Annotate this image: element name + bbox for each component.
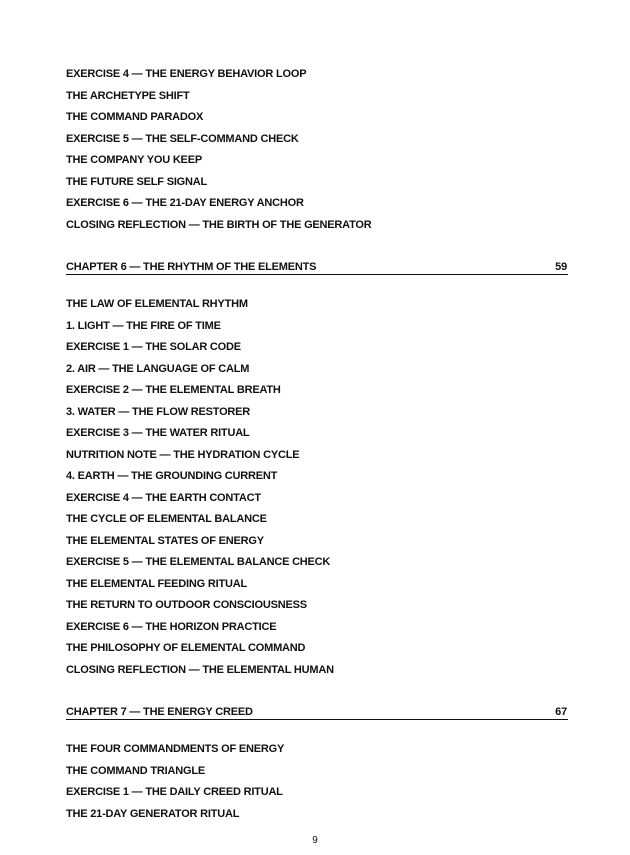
toc-entry[interactable]: EXERCISE 5 — THE ELEMENTAL BALANCE CHECK [66, 556, 331, 568]
toc-entry[interactable]: THE COMMAND TRIANGLE [66, 764, 205, 777]
spacer [66, 275, 568, 294]
chapter-page-number: 59 [555, 261, 567, 273]
toc-entry[interactable]: THE FOUR COMMANDMENTS OF ENERGY [66, 743, 285, 755]
toc-entry[interactable]: THE COMMAND PARADOX [66, 111, 204, 123]
chapter-title: CHAPTER 6 — THE RHYTHM OF THE ELEMENTS [66, 261, 317, 273]
toc-entry[interactable]: EXERCISE 3 — THE WATER RITUAL [66, 427, 250, 439]
toc-entry[interactable]: CLOSING REFLECTION — THE BIRTH OF THE GENERATOR [66, 218, 372, 231]
toc-section-continued [66, 64, 568, 236]
toc-entry[interactable]: THE ELEMENTAL FEEDING RITUAL [66, 577, 247, 590]
spacer [66, 681, 568, 704]
toc-entry[interactable]: EXERCISE 1 — THE SOLAR CODE [66, 341, 241, 353]
toc-entry[interactable]: 1. LIGHT — THE FIRE OF TIME [66, 319, 221, 332]
toc-entry[interactable]: EXERCISE 2 — THE ELEMENTAL BREATH [66, 384, 281, 396]
chapter-heading-7[interactable] [66, 704, 568, 720]
page-number: 9 [312, 835, 318, 846]
toc-entry[interactable]: EXERCISE 1 — THE DAILY CREED RITUAL [66, 786, 283, 798]
toc-entry[interactable]: THE LAW OF ELEMENTAL RHYTHM [66, 298, 248, 310]
toc-entry[interactable]: EXERCISE 4 — THE EARTH CONTACT [66, 491, 261, 504]
spacer [66, 236, 568, 259]
toc-entry[interactable]: EXERCISE 6 — THE 21-DAY ENERGY ANCHOR [66, 197, 304, 209]
toc-entry[interactable]: EXERCISE 6 — THE HORIZON PRACTICE [66, 620, 277, 633]
toc-entry[interactable]: THE PHILOSOPHY OF ELEMENTAL COMMAND [66, 642, 306, 654]
toc-entry[interactable]: EXERCISE 4 — THE ENERGY BEHAVIOR LOOP [66, 68, 307, 80]
toc-entry[interactable]: THE RETURN TO OUTDOOR CONSCIOUSNESS [66, 599, 307, 611]
spacer [66, 720, 568, 739]
toc-entry[interactable]: THE CYCLE OF ELEMENTAL BALANCE [66, 513, 267, 525]
chapter-page-number: 67 [555, 706, 567, 718]
toc-section-chapter-7 [66, 739, 568, 825]
toc-entry[interactable]: NUTRITION NOTE — THE HYDRATION CYCLE [66, 448, 300, 461]
chapter-title: CHAPTER 7 — THE ENERGY CREED [66, 706, 253, 718]
toc-entry[interactable]: THE COMPANY YOU KEEP [66, 154, 202, 166]
toc-entry[interactable]: 3. WATER — THE FLOW RESTORER [66, 405, 251, 418]
toc-entry[interactable]: THE FUTURE SELF SIGNAL [66, 175, 208, 188]
toc-entry[interactable]: THE ARCHETYPE SHIFT [66, 89, 190, 102]
toc-section-chapter-6 [66, 294, 568, 681]
toc-entry[interactable]: THE ELEMENTAL STATES OF ENERGY [66, 534, 264, 547]
chapter-heading-6[interactable] [66, 259, 568, 275]
toc-entry[interactable]: 2. AIR — THE LANGUAGE OF CALM [66, 362, 250, 375]
toc-entry[interactable]: THE 21-DAY GENERATOR RITUAL [66, 807, 240, 820]
toc-entry[interactable]: EXERCISE 5 — THE SELF-COMMAND CHECK [66, 132, 299, 145]
toc-entry[interactable]: CLOSING REFLECTION — THE ELEMENTAL HUMAN [66, 663, 334, 676]
table-of-contents [66, 64, 568, 825]
toc-entry[interactable]: 4. EARTH — THE GROUNDING CURRENT [66, 470, 278, 482]
